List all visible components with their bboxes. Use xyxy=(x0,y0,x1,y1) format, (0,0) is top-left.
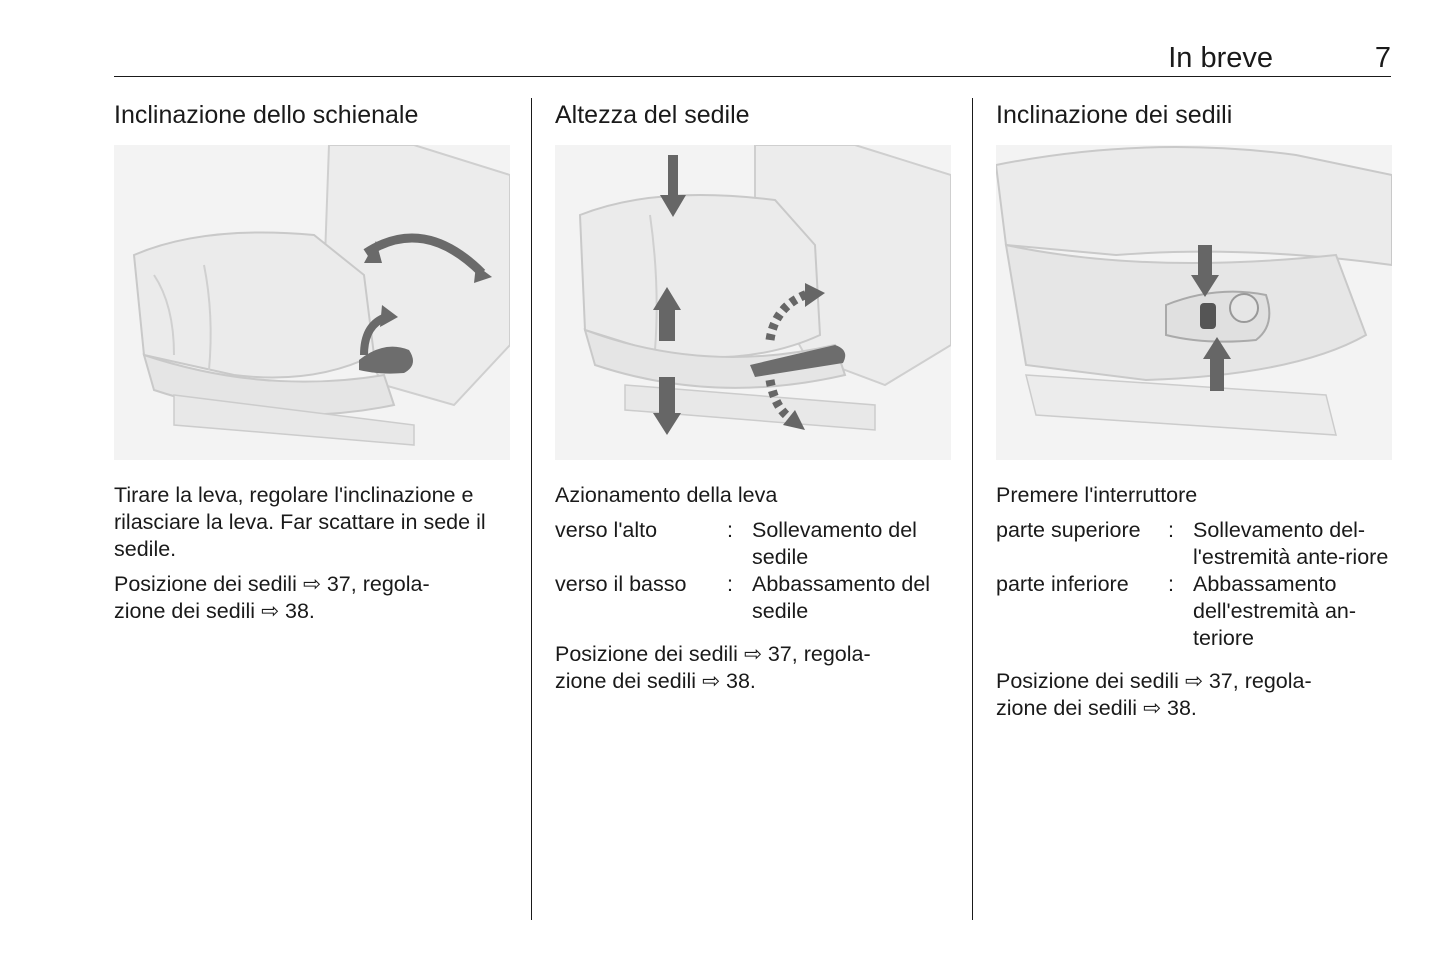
action-key: verso l'alto xyxy=(555,518,658,542)
seat-tilt-switch-illustration xyxy=(996,145,1392,460)
column-divider xyxy=(972,98,973,920)
column-seat-tilt xyxy=(996,98,1392,730)
column-divider xyxy=(531,98,532,920)
separator: : xyxy=(727,518,733,542)
action-value: Abbassamento dell'estremità an-teriore xyxy=(1193,572,1357,650)
table-row xyxy=(555,571,951,625)
table-row xyxy=(555,517,951,571)
action-key: verso il basso xyxy=(555,572,687,596)
column-backrest-recline xyxy=(114,98,510,633)
instruction-text: Tirare la leva, regolare l'inclinazione e rilasciare la leva. Far scattare in sede il sedile. xyxy=(114,483,486,561)
action-table xyxy=(996,517,1392,652)
arrow-outline-right-icon: ⇨ xyxy=(702,669,721,693)
seat-backrest-illustration xyxy=(114,145,510,460)
arrow-outline-right-icon: ⇨ xyxy=(1143,696,1162,720)
action-key: parte inferiore xyxy=(996,572,1129,596)
separator: : xyxy=(1168,518,1174,542)
cross-reference: Posizione dei sedili ⇨ 37, regola- zione dei sedili ⇨ 38. xyxy=(996,669,1312,720)
section-title: In breve xyxy=(1168,42,1273,74)
arrow-outline-right-icon: ⇨ xyxy=(743,642,762,666)
column-seat-height xyxy=(555,98,951,703)
action-value: Sollevamento del sedile xyxy=(752,518,917,569)
column-title: Inclinazione dello schienale xyxy=(114,101,419,129)
cross-reference: Posizione dei sedili ⇨ 37, regola- zione dei sedili ⇨ 38. xyxy=(555,642,871,693)
table-row xyxy=(996,571,1392,652)
action-key: parte superiore xyxy=(996,518,1141,542)
action-value: Sollevamento del-l'estremità ante-riore xyxy=(1193,518,1389,569)
arrow-outline-right-icon: ⇨ xyxy=(302,572,321,596)
page-header xyxy=(114,40,1391,77)
action-table xyxy=(555,517,951,625)
cross-reference: Posizione dei sedili ⇨ 37, regola- zione dei sedili ⇨ 38. xyxy=(114,572,430,623)
intro-text: Azionamento della leva xyxy=(555,483,778,507)
column-title: Inclinazione dei sedili xyxy=(996,101,1233,129)
action-value: Abbassamento del sedile xyxy=(752,572,931,623)
table-row xyxy=(996,517,1392,571)
page-number: 7 xyxy=(1374,42,1391,74)
separator: : xyxy=(1168,572,1174,596)
separator: : xyxy=(727,572,733,596)
column-title: Altezza del sedile xyxy=(555,101,750,129)
seat-height-illustration xyxy=(555,145,951,460)
intro-text: Premere l'interruttore xyxy=(996,483,1198,507)
arrow-outline-right-icon: ⇨ xyxy=(261,599,280,623)
arrow-outline-right-icon: ⇨ xyxy=(1184,669,1203,693)
